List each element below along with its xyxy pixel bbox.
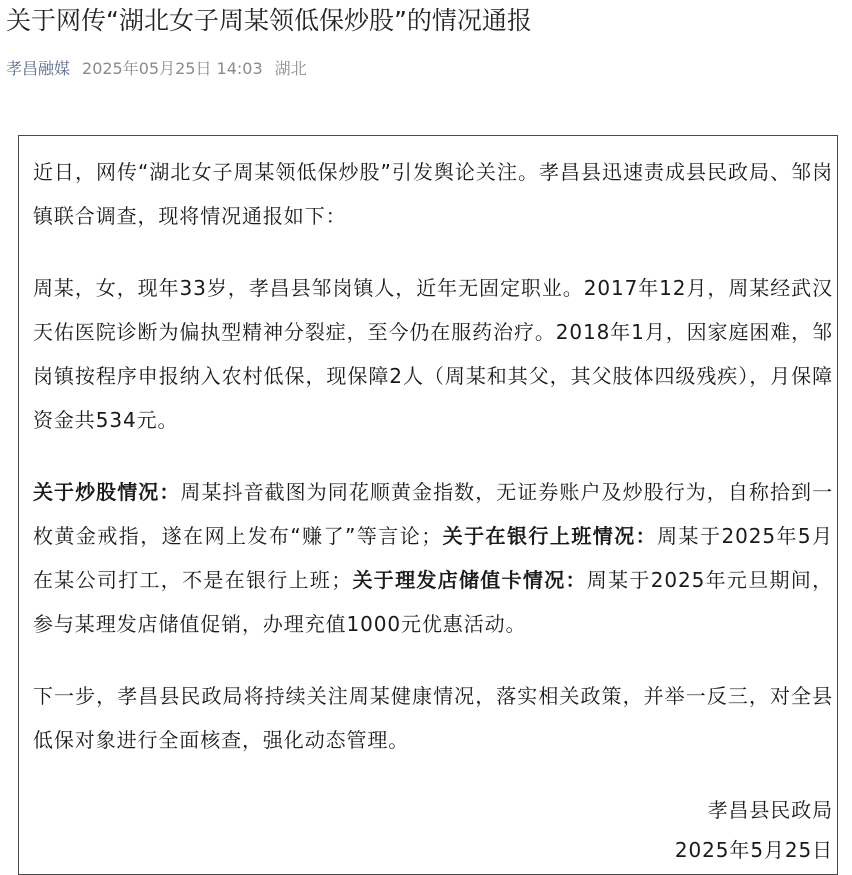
finding-text-stocks: 周某抖音截图为同花顺黄金指数，无证券账户及炒股行为，自称拾到一枚黄金戒指，遂在网上发布“赚了”等言论； bbox=[33, 480, 833, 548]
finding-text-salon: 周某于2025年元旦期间，参与某理发店储值促销，办理充值1000元优惠活动。 bbox=[33, 568, 833, 636]
signature-date: 2025年5月25日 bbox=[674, 838, 833, 862]
finding-heading-salon: 关于理发店储值卡情况： bbox=[352, 568, 587, 592]
notice-paragraph-findings bbox=[33, 470, 833, 646]
location-tag: 湖北 bbox=[274, 59, 307, 78]
notice-content bbox=[33, 150, 833, 870]
notice-box bbox=[18, 135, 838, 875]
notice-paragraph-intro: 近日，网传“湖北女子周某领低保炒股”引发舆论关注。孝昌县迅速责成县民政局、邹岗镇联合调查，现将情况通报如下： bbox=[33, 160, 833, 228]
publish-datetime: 2025年05月25日 14:03 bbox=[82, 59, 263, 78]
article-meta bbox=[6, 57, 307, 81]
article-title: 关于网传“湖北女子周某领低保炒股”的情况通报 bbox=[6, 6, 532, 35]
finding-heading-bank: 关于在银行上班情况： bbox=[442, 524, 658, 548]
finding-text-bank: 周某于2025年5月在某公司打工，不是在银行上班； bbox=[33, 524, 834, 592]
finding-heading-stocks: 关于炒股情况： bbox=[33, 480, 181, 504]
signature-organization: 孝昌县民政局 bbox=[707, 798, 833, 822]
notice-paragraph-background: 周某，女，现年33岁，孝昌县邹岗镇人，近年无固定职业。2017年12月，周某经武汉天佑医院诊断为偏执型精神分裂症，至今仍在服药治疗。2018年1月，因家庭困难，邹岗镇按程序申报纳入农村低保，现保障2人（周某和其父，其父肢体四级残疾），月保障资金共534元。 bbox=[33, 276, 833, 432]
source-link[interactable]: 孝昌融媒 bbox=[6, 59, 71, 78]
notice-paragraph-next-steps: 下一步，孝昌县民政局将持续关注周某健康情况，落实相关政策，并举一反三，对全县低保对象进行全面核查，强化动态管理。 bbox=[33, 684, 833, 752]
